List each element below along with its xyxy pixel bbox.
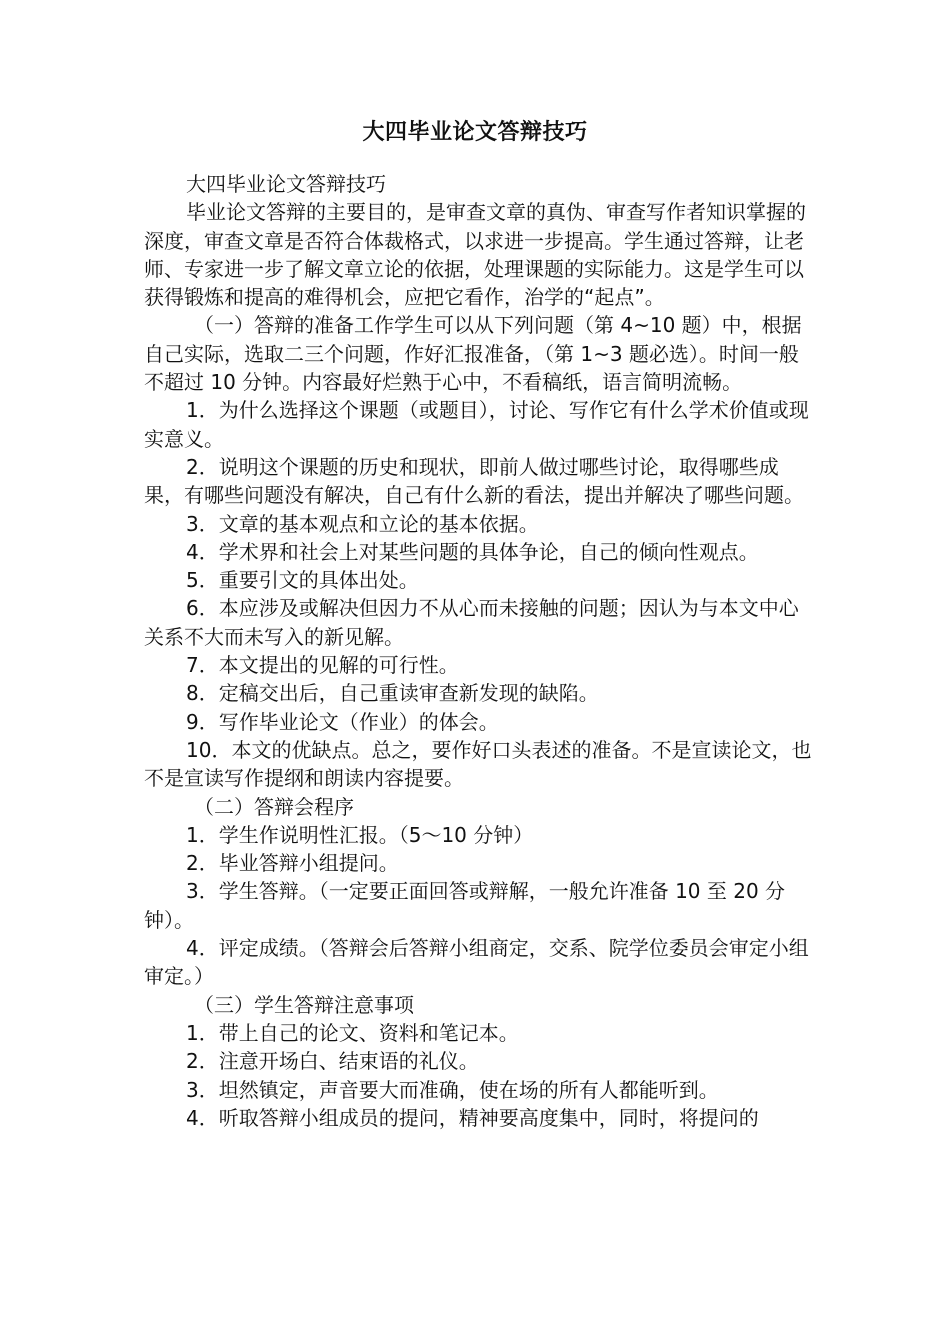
list-item: 4．学术界和社会上对某些问题的具体争论，自己的倾向性观点。: [186, 539, 759, 564]
list-item: 2．毕业答辩小组提问。: [186, 851, 399, 876]
paragraph-intro: 毕业论文答辩的主要目的，是审查文章的真伪、审查写作者知识掌握的深度，审查文章是否符合体裁格式，以求进一步提高。学生通过答辩，让老师、专家进一步了解文章立论的依据，处理课题的实际能力。这是学生可以获得锻炼和提高的难得机会，应把它看作，治学的“起点”。: [144, 200, 806, 310]
list-item: 8．定稿交出后，自己重读审查新发现的缺陷。: [186, 681, 599, 706]
list-item: 4．评定成绩。（答辩会后答辩小组商定，交系、院学位委员会审定小组审定。）: [144, 936, 809, 989]
list-item: 10．本文的优缺点。总之，要作好口头表述的准备。不是宣读论文，也不是宣读写作提纲和朗读内容提要。: [144, 737, 812, 791]
list-item: 7．本文提出的见解的可行性。: [186, 653, 459, 678]
list-item: 6．本应涉及或解决但因力不从心而未接触的问题；因认为与本文中心关系不大而未写入的新见解。: [144, 596, 799, 649]
document-title: 大四毕业论文答辩技巧: [362, 120, 588, 145]
list-item: 1．为什么选择这个课题（或题目），讨论、写作它有什么学术价值或现实意义。: [144, 398, 809, 451]
list-item: 3．坦然镇定，声音要大而准确，使在场的所有人都能听到。: [186, 1077, 719, 1102]
list-item: 3．学生答辩。（一定要正面回答或辩解，一般允许准备 10 至 20 分钟）。: [144, 879, 786, 932]
section-heading-procedure: （二）答辩会程序: [194, 794, 354, 819]
section-heading-notes: （三）学生答辩注意事项: [194, 992, 414, 1017]
list-item: 3．文章的基本观点和立论的基本依据。: [186, 511, 539, 536]
list-item: 2．说明这个课题的历史和现状，即前人做过哪些讨论，取得哪些成果，有哪些问题没有解决，自己有什么新的看法，提出并解决了哪些问题。: [144, 454, 804, 508]
paragraph-subtitle: 大四毕业论文答辩技巧: [186, 172, 386, 196]
document-body: [144, 170, 812, 1132]
list-item: 1．学生作说明性汇报。（5～10 分钟）: [186, 822, 534, 847]
section-heading-preparation: （一）答辩的准备工作学生可以从下列问题（第 4~10 题）中，根据自己实际，选取二三个问题，作好汇报准备，（第 1~3 题必选）。时间一般不超过 10 分钟。内容最好烂熟于心中，不看稿纸，语言简明流畅。: [144, 313, 802, 395]
list-item: 2．注意开场白、结束语的礼仪。: [186, 1049, 479, 1074]
list-item: 9．写作毕业论文（作业）的体会。: [186, 709, 499, 734]
list-item: 5．重要引文的具体出处。: [186, 568, 419, 593]
list-item: 4．听取答辩小组成员的提问，精神要高度集中，同时，将提问的: [186, 1105, 759, 1130]
list-item: 1．带上自己的论文、资料和笔记本。: [186, 1020, 519, 1045]
